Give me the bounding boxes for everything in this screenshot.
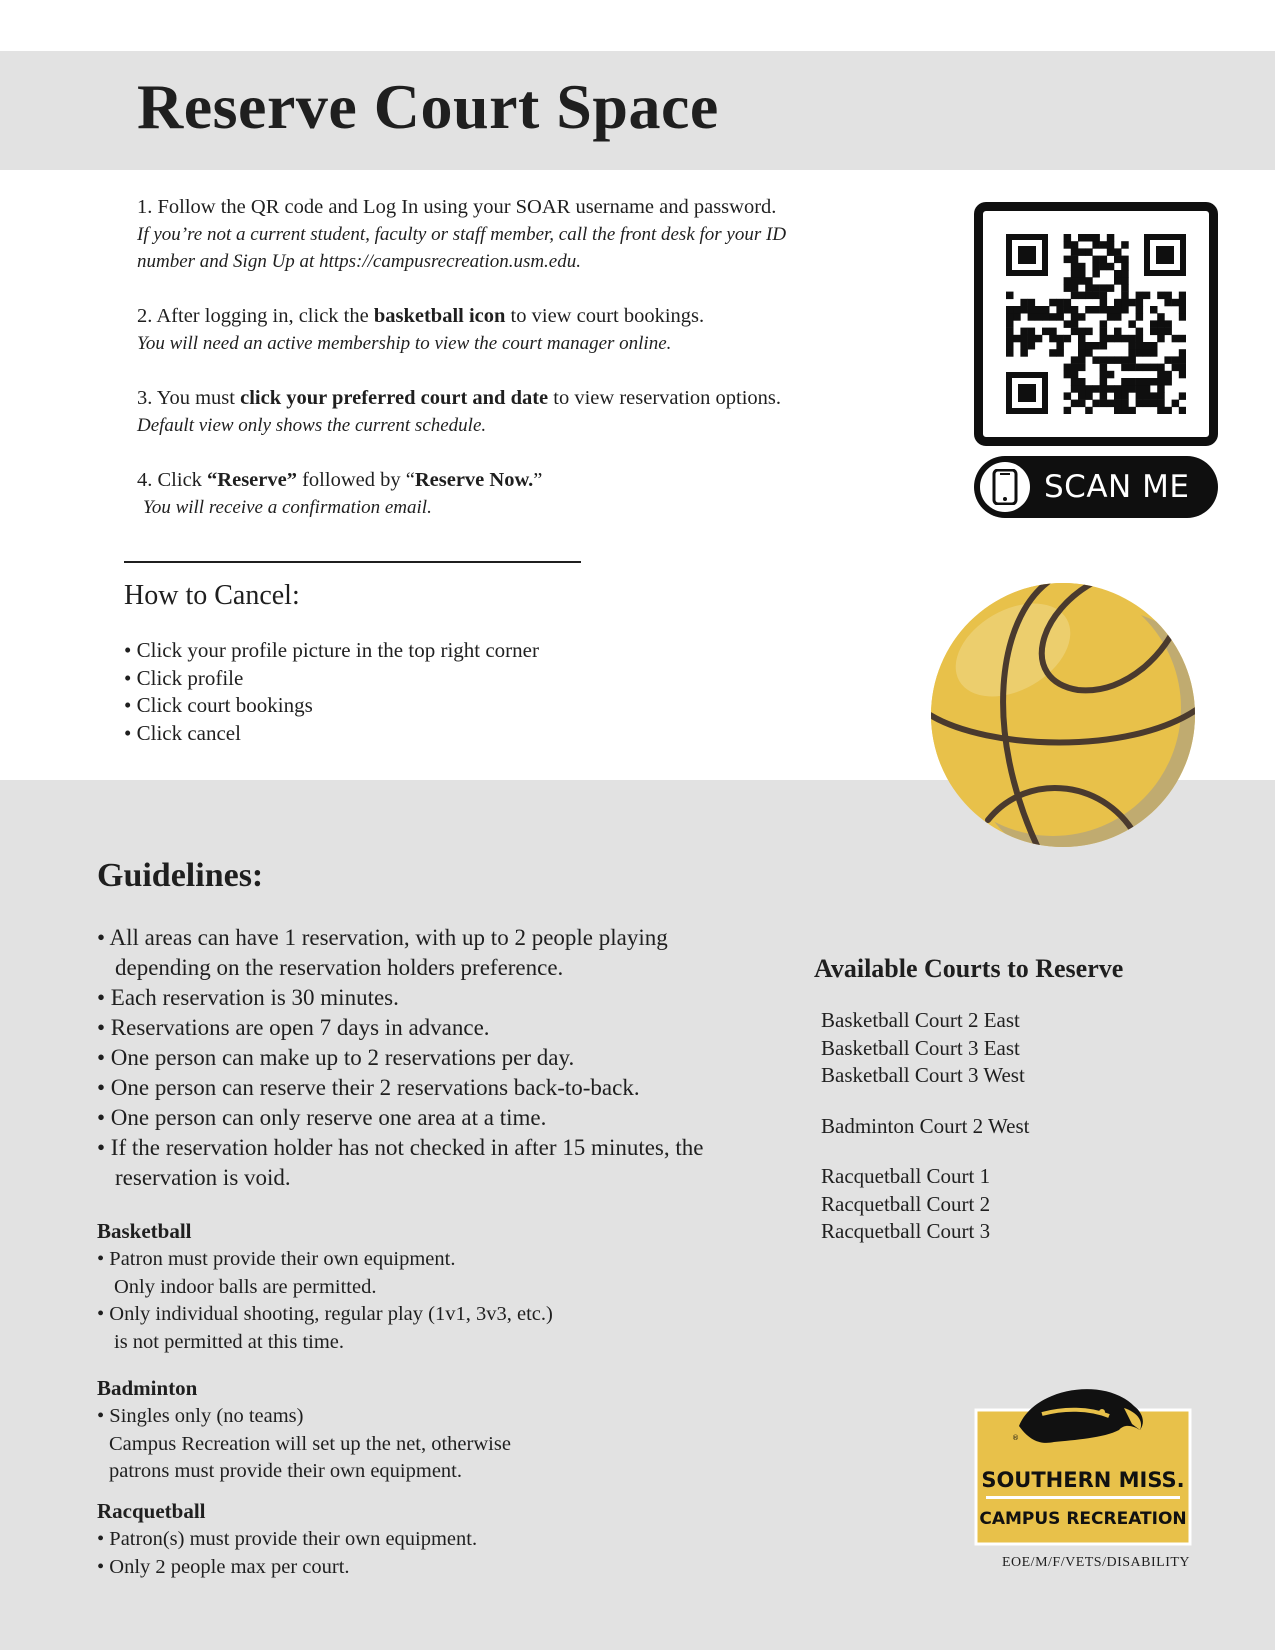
step-2-text <box>137 302 937 330</box>
step-3-note: Default view only shows the current schedule. <box>137 415 487 436</box>
step-4 <box>137 466 937 521</box>
basketball-icon <box>928 580 1198 850</box>
eoe-statement: EOE/M/F/VETS/DISABILITY <box>1001 1555 1191 1570</box>
rule-line: • Only individual shooting, regular play (1v1, 3v3, etc.) <box>97 1303 553 1325</box>
cancel-step: • Click cancel <box>124 720 241 745</box>
step-4-emphasis-reserve-now: Reserve Now. <box>414 469 534 491</box>
rule-line: • Patron must provide their own equipment. <box>97 1248 456 1270</box>
court-item: Racquetball Court 3 <box>821 1219 991 1243</box>
guideline-item: • One person can only reserve one area at a time. <box>97 1105 547 1130</box>
qr-code-pattern <box>1006 234 1186 414</box>
rule-line: • Only 2 people max per court. <box>97 1555 350 1578</box>
guideline-item: • Each reservation is 30 minutes. <box>97 985 399 1010</box>
courts-list <box>821 1007 1030 1269</box>
courts-title: Available Courts to Reserve <box>814 954 1124 983</box>
logo-line-2: CAMPUS RECREATION <box>979 1509 1187 1529</box>
cancel-step: • Click your profile picture in the top right corner <box>124 638 539 662</box>
step-2-text-start: 2. After logging in, click the <box>137 305 374 327</box>
basketball-rules-title: Basketball <box>97 1219 192 1243</box>
step-2-emphasis: basketball icon <box>373 305 506 327</box>
step-3 <box>137 384 937 439</box>
rule-line: patrons must provide their own equipment. <box>109 1460 462 1482</box>
rule-line: • Patron(s) must provide their own equipment. <box>97 1528 478 1550</box>
southern-miss-logo <box>974 1378 1194 1548</box>
basketball-courts <box>821 1007 1030 1090</box>
step-4-text-end: ” <box>533 469 543 491</box>
guidelines-list <box>97 923 757 1193</box>
steps-list <box>137 193 937 548</box>
guideline-item: • If the reservation holder has not checked in after 15 minutes, the reservation is void. <box>97 1135 704 1190</box>
court-item: Basketball Court 2 East <box>821 1008 1020 1032</box>
step-1-note-line-1: If you’re not a current student, faculty or staff member, call the front desk for your ID <box>137 224 787 245</box>
cancel-title: How to Cancel: <box>124 580 300 611</box>
guideline-item: • One person can reserve their 2 reservations back-to-back. <box>97 1075 640 1100</box>
racquetball-rules-title: Racquetball <box>97 1499 206 1523</box>
racquetball-courts <box>821 1163 1030 1246</box>
guideline-item: • All areas can have 1 reservation, with up to 2 people playing depending on the reservation holders preference. <box>97 925 668 980</box>
court-item: Basketball Court 3 East <box>821 1035 1020 1060</box>
step-1-note-line-2: number and Sign Up at https://campusrecreation.usm.edu. <box>137 251 581 272</box>
rule-line: Campus Recreation will set up the net, otherwise <box>109 1432 511 1455</box>
section-divider <box>124 561 581 563</box>
page-title: Reserve Court Space <box>137 71 719 142</box>
rule-line: • Singles only (no teams) <box>97 1405 304 1427</box>
basketball-rules <box>97 1218 717 1356</box>
cancel-step: • Click court bookings <box>124 693 313 717</box>
step-3-text-end: to view reservation options. <box>548 387 782 409</box>
racquetball-rules <box>97 1498 717 1581</box>
cancel-step: • Click profile <box>124 665 244 690</box>
phone-icon-badge <box>980 462 1030 512</box>
step-4-text-mid: followed by “ <box>296 469 415 491</box>
guideline-item: • One person can make up to 2 reservations per day. <box>97 1045 575 1070</box>
step-1 <box>137 193 937 275</box>
court-item: Racquetball Court 2 <box>821 1191 991 1216</box>
step-3-text <box>137 384 937 412</box>
step-3-emphasis: click your preferred court and date <box>240 387 549 409</box>
qr-code[interactable] <box>974 202 1218 446</box>
guideline-item: • Reservations are open 7 days in advance. <box>97 1015 490 1040</box>
step-2 <box>137 302 937 357</box>
step-4-emphasis-reserve: “Reserve” <box>207 469 297 491</box>
step-2-text-end: to view court bookings. <box>505 305 705 327</box>
logo-registered-mark: ® <box>1012 1434 1019 1442</box>
badminton-rules <box>97 1375 717 1486</box>
step-4-text-start: 4. Click <box>137 469 208 491</box>
step-2-note: You will need an active membership to view the court manager online. <box>137 333 672 354</box>
step-1-text: 1. Follow the QR code and Log In using your SOAR username and password. <box>137 196 777 218</box>
badminton-rules-title: Badminton <box>97 1376 198 1400</box>
scan-me-badge <box>974 456 1218 518</box>
cancel-steps <box>124 637 539 747</box>
logo-line-1: SOUTHERN MISS. <box>981 1468 1185 1492</box>
step-4-text <box>137 466 937 494</box>
court-item: Badminton Court 2 West <box>821 1113 1030 1138</box>
court-item: Racquetball Court 1 <box>821 1164 991 1188</box>
phone-icon <box>992 469 1018 505</box>
badminton-courts <box>821 1113 1030 1141</box>
rule-line: is not permitted at this time. <box>114 1330 345 1353</box>
step-4-note: You will receive a confirmation email. <box>143 497 432 518</box>
scan-me-label: SCAN ME <box>1044 469 1190 505</box>
rule-line: Only indoor balls are permitted. <box>114 1275 377 1298</box>
court-item: Basketball Court 3 West <box>821 1063 1025 1087</box>
guidelines-title: Guidelines: <box>97 857 264 894</box>
step-3-text-start: 3. You must <box>137 387 241 409</box>
